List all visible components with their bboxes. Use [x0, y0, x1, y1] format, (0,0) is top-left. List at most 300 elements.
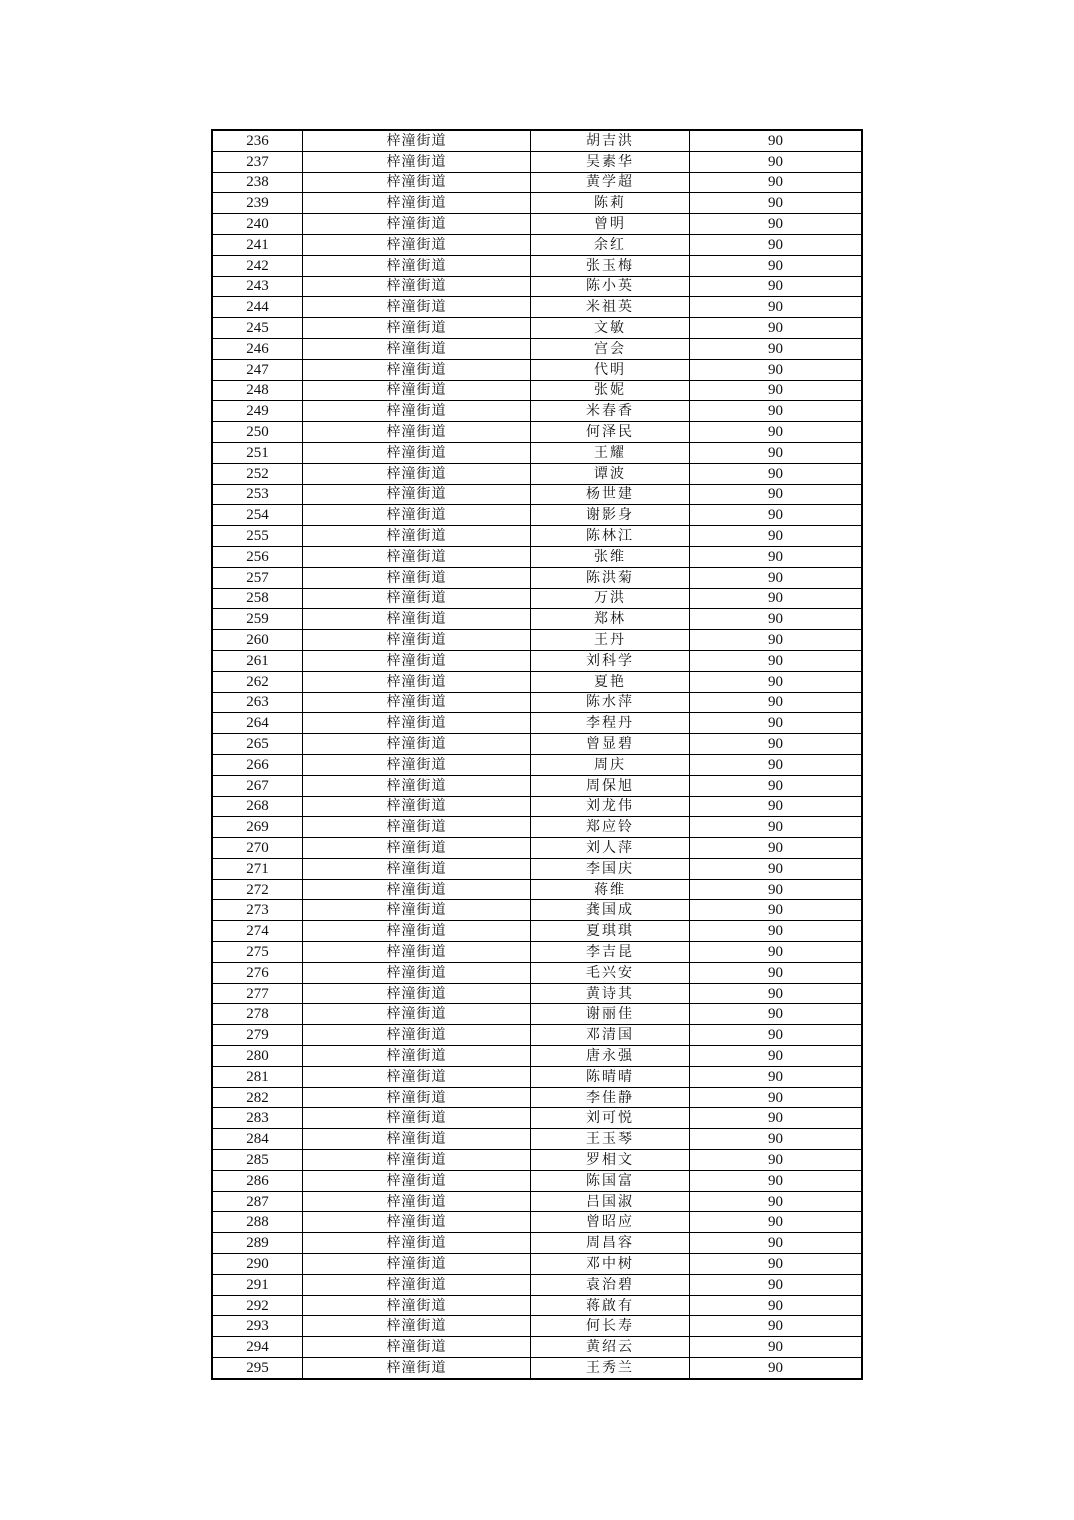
person-name-cell: 李佳静 — [531, 1087, 690, 1108]
person-name-cell: 郑应铃 — [531, 817, 690, 838]
person-name-cell: 毛兴安 — [531, 962, 690, 983]
street-cell: 梓潼街道 — [303, 734, 531, 755]
street-cell: 梓潼街道 — [303, 526, 531, 547]
person-name-cell: 唐永强 — [531, 1046, 690, 1067]
person-name-cell: 曾显碧 — [531, 734, 690, 755]
row-number-cell: 260 — [212, 630, 303, 651]
score-cell: 90 — [690, 1129, 863, 1150]
table-row — [212, 1046, 862, 1067]
table-row — [212, 775, 862, 796]
table-row — [212, 609, 862, 630]
street-cell: 梓潼街道 — [303, 1191, 531, 1212]
score-cell: 90 — [690, 214, 863, 235]
row-number-cell: 245 — [212, 318, 303, 339]
street-cell: 梓潼街道 — [303, 692, 531, 713]
street-cell: 梓潼街道 — [303, 1316, 531, 1337]
street-cell: 梓潼街道 — [303, 130, 531, 151]
table-row — [212, 130, 862, 151]
street-cell: 梓潼街道 — [303, 442, 531, 463]
score-cell: 90 — [690, 442, 863, 463]
person-name-cell: 谢丽佳 — [531, 1004, 690, 1025]
score-cell: 90 — [690, 151, 863, 172]
row-number-cell: 269 — [212, 817, 303, 838]
table-row — [212, 734, 862, 755]
street-cell: 梓潼街道 — [303, 380, 531, 401]
row-number-cell: 291 — [212, 1274, 303, 1295]
row-number-cell: 286 — [212, 1170, 303, 1191]
table-row — [212, 1066, 862, 1087]
table-row — [212, 983, 862, 1004]
street-cell: 梓潼街道 — [303, 1025, 531, 1046]
person-name-cell: 周昌容 — [531, 1233, 690, 1254]
row-number-cell: 295 — [212, 1358, 303, 1379]
table-row — [212, 401, 862, 422]
street-cell: 梓潼街道 — [303, 1274, 531, 1295]
person-name-cell: 陈莉 — [531, 193, 690, 214]
score-cell: 90 — [690, 526, 863, 547]
person-name-cell: 谭波 — [531, 463, 690, 484]
person-name-cell: 曾昭应 — [531, 1212, 690, 1233]
row-number-cell: 293 — [212, 1316, 303, 1337]
table-row — [212, 817, 862, 838]
table-row — [212, 546, 862, 567]
table-row — [212, 1358, 862, 1379]
street-cell: 梓潼街道 — [303, 775, 531, 796]
table-row — [212, 234, 862, 255]
row-number-cell: 252 — [212, 463, 303, 484]
street-cell: 梓潼街道 — [303, 650, 531, 671]
score-cell: 90 — [690, 130, 863, 151]
table-row — [212, 1274, 862, 1295]
table-row — [212, 900, 862, 921]
table-row — [212, 1233, 862, 1254]
street-cell: 梓潼街道 — [303, 1150, 531, 1171]
table-row — [212, 359, 862, 380]
score-cell: 90 — [690, 1087, 863, 1108]
score-cell: 90 — [690, 297, 863, 318]
table-row — [212, 297, 862, 318]
street-cell: 梓潼街道 — [303, 1004, 531, 1025]
score-cell: 90 — [690, 193, 863, 214]
row-number-cell: 287 — [212, 1191, 303, 1212]
row-number-cell: 285 — [212, 1150, 303, 1171]
score-cell: 90 — [690, 276, 863, 297]
street-cell: 梓潼街道 — [303, 234, 531, 255]
row-number-cell: 262 — [212, 671, 303, 692]
person-name-cell: 夏艳 — [531, 671, 690, 692]
person-name-cell: 罗相文 — [531, 1150, 690, 1171]
score-cell: 90 — [690, 234, 863, 255]
person-name-cell: 李吉昆 — [531, 942, 690, 963]
street-cell: 梓潼街道 — [303, 1087, 531, 1108]
score-cell: 90 — [690, 505, 863, 526]
table-row — [212, 380, 862, 401]
street-cell: 梓潼街道 — [303, 297, 531, 318]
person-name-cell: 李程丹 — [531, 713, 690, 734]
street-cell: 梓潼街道 — [303, 817, 531, 838]
row-number-cell: 259 — [212, 609, 303, 630]
person-name-cell: 刘人萍 — [531, 838, 690, 859]
person-name-cell: 王玉琴 — [531, 1129, 690, 1150]
person-name-cell: 蒋啟有 — [531, 1295, 690, 1316]
street-cell: 梓潼街道 — [303, 1295, 531, 1316]
street-cell: 梓潼街道 — [303, 796, 531, 817]
street-cell: 梓潼街道 — [303, 1066, 531, 1087]
table-row — [212, 214, 862, 235]
score-cell: 90 — [690, 671, 863, 692]
person-name-cell: 周保旭 — [531, 775, 690, 796]
score-cell: 90 — [690, 1004, 863, 1025]
table-row — [212, 484, 862, 505]
row-number-cell: 253 — [212, 484, 303, 505]
row-number-cell: 284 — [212, 1129, 303, 1150]
table-row — [212, 1316, 862, 1337]
person-name-cell: 陈洪菊 — [531, 567, 690, 588]
street-cell: 梓潼街道 — [303, 255, 531, 276]
person-name-cell: 万洪 — [531, 588, 690, 609]
person-name-cell: 蒋维 — [531, 879, 690, 900]
score-cell: 90 — [690, 338, 863, 359]
table-row — [212, 151, 862, 172]
row-number-cell: 270 — [212, 838, 303, 859]
score-cell: 90 — [690, 318, 863, 339]
score-cell: 90 — [690, 1337, 863, 1358]
score-cell: 90 — [690, 1191, 863, 1212]
person-name-cell: 代明 — [531, 359, 690, 380]
score-cell: 90 — [690, 609, 863, 630]
row-number-cell: 279 — [212, 1025, 303, 1046]
street-cell: 梓潼街道 — [303, 546, 531, 567]
score-cell: 90 — [690, 1316, 863, 1337]
person-name-cell: 陈晴晴 — [531, 1066, 690, 1087]
street-cell: 梓潼街道 — [303, 942, 531, 963]
score-cell: 90 — [690, 255, 863, 276]
street-cell: 梓潼街道 — [303, 1233, 531, 1254]
street-cell: 梓潼街道 — [303, 463, 531, 484]
street-cell: 梓潼街道 — [303, 1108, 531, 1129]
row-number-cell: 256 — [212, 546, 303, 567]
street-cell: 梓潼街道 — [303, 484, 531, 505]
row-number-cell: 271 — [212, 858, 303, 879]
table-row — [212, 1108, 862, 1129]
street-cell: 梓潼街道 — [303, 1358, 531, 1379]
row-number-cell: 242 — [212, 255, 303, 276]
score-cell: 90 — [690, 858, 863, 879]
person-name-cell: 宫会 — [531, 338, 690, 359]
row-number-cell: 251 — [212, 442, 303, 463]
person-name-cell: 刘龙伟 — [531, 796, 690, 817]
table-row — [212, 526, 862, 547]
table-row — [212, 962, 862, 983]
table-row — [212, 172, 862, 193]
row-number-cell: 238 — [212, 172, 303, 193]
score-cell: 90 — [690, 630, 863, 651]
person-name-cell: 谢影身 — [531, 505, 690, 526]
street-cell: 梓潼街道 — [303, 1046, 531, 1067]
row-number-cell: 267 — [212, 775, 303, 796]
street-cell: 梓潼街道 — [303, 713, 531, 734]
score-cell: 90 — [690, 775, 863, 796]
score-cell: 90 — [690, 650, 863, 671]
score-cell: 90 — [690, 1025, 863, 1046]
person-name-cell: 陈国富 — [531, 1170, 690, 1191]
street-cell: 梓潼街道 — [303, 609, 531, 630]
score-cell: 90 — [690, 921, 863, 942]
row-number-cell: 243 — [212, 276, 303, 297]
row-number-cell: 264 — [212, 713, 303, 734]
table-row — [212, 713, 862, 734]
score-cell: 90 — [690, 380, 863, 401]
row-number-cell: 258 — [212, 588, 303, 609]
score-cell: 90 — [690, 817, 863, 838]
score-cell: 90 — [690, 879, 863, 900]
table-row — [212, 692, 862, 713]
street-cell: 梓潼街道 — [303, 1129, 531, 1150]
table-row — [212, 1129, 862, 1150]
person-name-cell: 文敏 — [531, 318, 690, 339]
row-number-cell: 280 — [212, 1046, 303, 1067]
person-name-cell: 吕国淑 — [531, 1191, 690, 1212]
person-name-cell: 夏琪琪 — [531, 921, 690, 942]
row-number-cell: 281 — [212, 1066, 303, 1087]
street-cell: 梓潼街道 — [303, 172, 531, 193]
score-cell: 90 — [690, 401, 863, 422]
table-row — [212, 1087, 862, 1108]
row-number-cell: 276 — [212, 962, 303, 983]
score-cell: 90 — [690, 1274, 863, 1295]
score-cell: 90 — [690, 1295, 863, 1316]
person-name-cell: 张玉梅 — [531, 255, 690, 276]
street-cell: 梓潼街道 — [303, 422, 531, 443]
person-name-cell: 吴素华 — [531, 151, 690, 172]
person-name-cell: 米春香 — [531, 401, 690, 422]
person-name-cell: 何长寿 — [531, 1316, 690, 1337]
score-cell: 90 — [690, 900, 863, 921]
person-name-cell: 陈水萍 — [531, 692, 690, 713]
row-number-cell: 240 — [212, 214, 303, 235]
table-row — [212, 422, 862, 443]
table-row — [212, 650, 862, 671]
street-cell: 梓潼街道 — [303, 1170, 531, 1191]
score-cell: 90 — [690, 962, 863, 983]
street-cell: 梓潼街道 — [303, 318, 531, 339]
row-number-cell: 290 — [212, 1254, 303, 1275]
street-cell: 梓潼街道 — [303, 338, 531, 359]
row-number-cell: 277 — [212, 983, 303, 1004]
street-cell: 梓潼街道 — [303, 962, 531, 983]
score-cell: 90 — [690, 1046, 863, 1067]
score-cell: 90 — [690, 1358, 863, 1379]
row-number-cell: 257 — [212, 567, 303, 588]
person-name-cell: 黄绍云 — [531, 1337, 690, 1358]
table-row — [212, 1025, 862, 1046]
table-row — [212, 1254, 862, 1275]
person-name-cell: 余红 — [531, 234, 690, 255]
person-name-cell: 陈林江 — [531, 526, 690, 547]
row-number-cell: 289 — [212, 1233, 303, 1254]
row-number-cell: 273 — [212, 900, 303, 921]
street-cell: 梓潼街道 — [303, 1254, 531, 1275]
street-cell: 梓潼街道 — [303, 1212, 531, 1233]
table-row — [212, 1004, 862, 1025]
score-cell: 90 — [690, 734, 863, 755]
street-cell: 梓潼街道 — [303, 921, 531, 942]
person-name-cell: 胡吉洪 — [531, 130, 690, 151]
score-cell: 90 — [690, 567, 863, 588]
row-number-cell: 236 — [212, 130, 303, 151]
score-cell: 90 — [690, 796, 863, 817]
street-cell: 梓潼街道 — [303, 630, 531, 651]
score-cell: 90 — [690, 713, 863, 734]
row-number-cell: 246 — [212, 338, 303, 359]
score-cell: 90 — [690, 1170, 863, 1191]
row-number-cell: 282 — [212, 1087, 303, 1108]
table-row — [212, 754, 862, 775]
table-row — [212, 879, 862, 900]
street-cell: 梓潼街道 — [303, 214, 531, 235]
table-row — [212, 942, 862, 963]
score-cell: 90 — [690, 838, 863, 859]
table-row — [212, 442, 862, 463]
street-cell: 梓潼街道 — [303, 671, 531, 692]
person-name-cell: 米祖英 — [531, 297, 690, 318]
row-number-cell: 265 — [212, 734, 303, 755]
street-cell: 梓潼街道 — [303, 754, 531, 775]
table-row — [212, 671, 862, 692]
row-number-cell: 275 — [212, 942, 303, 963]
row-number-cell: 268 — [212, 796, 303, 817]
score-cell: 90 — [690, 172, 863, 193]
score-cell: 90 — [690, 484, 863, 505]
person-name-cell: 曾明 — [531, 214, 690, 235]
table-row — [212, 630, 862, 651]
person-name-cell: 杨世建 — [531, 484, 690, 505]
row-number-cell: 292 — [212, 1295, 303, 1316]
score-cell: 90 — [690, 754, 863, 775]
row-number-cell: 278 — [212, 1004, 303, 1025]
person-name-cell: 黄学超 — [531, 172, 690, 193]
row-number-cell: 237 — [212, 151, 303, 172]
roster-table — [211, 129, 863, 1380]
table-row — [212, 858, 862, 879]
row-number-cell: 274 — [212, 921, 303, 942]
street-cell: 梓潼街道 — [303, 276, 531, 297]
table-row — [212, 318, 862, 339]
row-number-cell: 247 — [212, 359, 303, 380]
street-cell: 梓潼街道 — [303, 858, 531, 879]
score-cell: 90 — [690, 546, 863, 567]
row-number-cell: 261 — [212, 650, 303, 671]
score-cell: 90 — [690, 1108, 863, 1129]
row-number-cell: 266 — [212, 754, 303, 775]
street-cell: 梓潼街道 — [303, 588, 531, 609]
person-name-cell: 黄诗其 — [531, 983, 690, 1004]
row-number-cell: 249 — [212, 401, 303, 422]
row-number-cell: 254 — [212, 505, 303, 526]
person-name-cell: 张妮 — [531, 380, 690, 401]
row-number-cell: 250 — [212, 422, 303, 443]
table-row — [212, 255, 862, 276]
person-name-cell: 王耀 — [531, 442, 690, 463]
score-cell: 90 — [690, 942, 863, 963]
table-row — [212, 1191, 862, 1212]
score-cell: 90 — [690, 463, 863, 484]
table-row — [212, 588, 862, 609]
score-cell: 90 — [690, 588, 863, 609]
table-row — [212, 338, 862, 359]
person-name-cell: 邓中树 — [531, 1254, 690, 1275]
table-row — [212, 1295, 862, 1316]
table-row — [212, 796, 862, 817]
person-name-cell: 邓清国 — [531, 1025, 690, 1046]
score-cell: 90 — [690, 692, 863, 713]
roster-table-body — [212, 130, 862, 1379]
table-row — [212, 1170, 862, 1191]
person-name-cell: 张维 — [531, 546, 690, 567]
row-number-cell: 283 — [212, 1108, 303, 1129]
street-cell: 梓潼街道 — [303, 505, 531, 526]
table-row — [212, 463, 862, 484]
street-cell: 梓潼街道 — [303, 359, 531, 380]
table-row — [212, 1150, 862, 1171]
person-name-cell: 王秀兰 — [531, 1358, 690, 1379]
street-cell: 梓潼街道 — [303, 983, 531, 1004]
street-cell: 梓潼街道 — [303, 900, 531, 921]
table-row — [212, 505, 862, 526]
person-name-cell: 陈小英 — [531, 276, 690, 297]
row-number-cell: 272 — [212, 879, 303, 900]
table-row — [212, 921, 862, 942]
table-row — [212, 1337, 862, 1358]
row-number-cell: 244 — [212, 297, 303, 318]
street-cell: 梓潼街道 — [303, 838, 531, 859]
score-cell: 90 — [690, 359, 863, 380]
row-number-cell: 248 — [212, 380, 303, 401]
table-row — [212, 567, 862, 588]
table-row — [212, 838, 862, 859]
score-cell: 90 — [690, 1212, 863, 1233]
table-row — [212, 1212, 862, 1233]
person-name-cell: 刘科学 — [531, 650, 690, 671]
score-cell: 90 — [690, 983, 863, 1004]
table-row — [212, 193, 862, 214]
score-cell: 90 — [690, 1150, 863, 1171]
street-cell: 梓潼街道 — [303, 401, 531, 422]
row-number-cell: 241 — [212, 234, 303, 255]
person-name-cell: 郑林 — [531, 609, 690, 630]
score-cell: 90 — [690, 1254, 863, 1275]
street-cell: 梓潼街道 — [303, 567, 531, 588]
person-name-cell: 龚国成 — [531, 900, 690, 921]
row-number-cell: 255 — [212, 526, 303, 547]
person-name-cell: 刘可悦 — [531, 1108, 690, 1129]
person-name-cell: 李国庆 — [531, 858, 690, 879]
person-name-cell: 王丹 — [531, 630, 690, 651]
row-number-cell: 294 — [212, 1337, 303, 1358]
score-cell: 90 — [690, 422, 863, 443]
person-name-cell: 袁治碧 — [531, 1274, 690, 1295]
street-cell: 梓潼街道 — [303, 151, 531, 172]
street-cell: 梓潼街道 — [303, 879, 531, 900]
row-number-cell: 239 — [212, 193, 303, 214]
score-cell: 90 — [690, 1233, 863, 1254]
row-number-cell: 263 — [212, 692, 303, 713]
row-number-cell: 288 — [212, 1212, 303, 1233]
table-row — [212, 276, 862, 297]
person-name-cell: 何泽民 — [531, 422, 690, 443]
person-name-cell: 周庆 — [531, 754, 690, 775]
score-cell: 90 — [690, 1066, 863, 1087]
